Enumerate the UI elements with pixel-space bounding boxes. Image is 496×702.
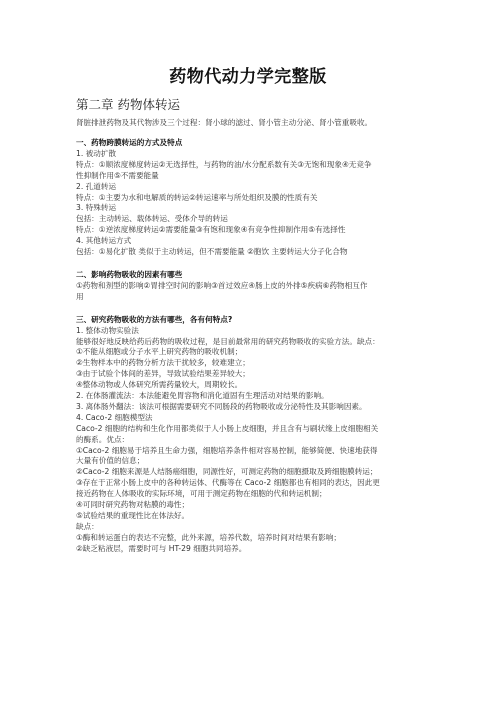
document-body [76, 138, 422, 555]
intro-paragraph: 肾脏排泄药物及其代物涉及三个过程：肾小球的滤过、肾小管主动分泌、肾小管重吸收。 [76, 118, 373, 127]
text-line: ①Caco-2 细胞易于培养且生命力强，细胞培养条件相对容易控制，能够简便、快速地获得 [76, 445, 378, 455]
text-line: ②生物样本中的药物分析方法干扰较多，较难建立； [76, 358, 250, 368]
section-2-body [76, 281, 422, 303]
text-line: 3. 特殊转运 [76, 203, 117, 213]
text-line: ①不能从细胞或分子水平上研究药物的吸收机制； [76, 347, 243, 357]
text-line: ④整体动物或人体研究所需药量较大，周期较长。 [76, 380, 243, 390]
section-3-body [76, 326, 422, 555]
section-heading-1: 一、药物跨膜转运的方式及特点 [76, 138, 183, 147]
text-line: 特点：①主要为水和电解质的转运②转运速率与所处组织及膜的性质有关 [76, 192, 318, 202]
text-line: ②缺乏粘液层，需要时可与 HT-29 细胞共同培养。 [76, 543, 247, 553]
text-line: 的酶系。优点： [76, 434, 130, 444]
text-line: 性抑制作用⑤不需要能量 [76, 170, 159, 180]
text-line: 3. 离体肠外翻法：该法可根据需要研究不同肠段的药物吸收或分泌特性及其影响因素。 [76, 401, 367, 411]
text-line: 2. 在体肠灌流法：本法能避免胃容物和消化道固有生理活动对结果的影响。 [76, 391, 329, 401]
chapter-heading: 第二章 药物体转运 [76, 97, 180, 112]
text-line: 2. 孔道转运 [76, 181, 117, 191]
text-line: ①药物和剂型的影响②胃排空时间的影响③首过效应④肠上皮的外排⑤疾病⑥药物相互作 [76, 280, 368, 290]
section-spacer [76, 258, 422, 270]
text-line: 特点：①顺浓度梯度转运②无选择性，与药物的油/水分配系数有关③无饱和现象④无竞争 [76, 159, 372, 169]
text-line: 1. 被动扩散 [76, 148, 117, 158]
text-line: 包括：主动转运、载体转运、受体介导的转运 [76, 214, 228, 224]
text-line: ③存在于正常小肠上皮中的各种转运体、代酶等在 Caco-2 细胞都也有相同的表达，因此更 [76, 478, 380, 488]
text-line: 包括：①易化扩散 类似于主动转运，但不需要能量 ②胞饮 主要转运大分子化合物 [76, 247, 348, 257]
section-1-body [76, 149, 422, 258]
text-line: 大量有价值的信息； [76, 456, 145, 466]
text-line: ④可同时研究药物对粘膜的毒性； [76, 500, 190, 510]
text-line: 特点：①逆浓度梯度转运②需要能量③有饱和现象④有竞争性抑制作用⑤有选择性 [76, 225, 346, 235]
text-line: 4. 其他转运方式 [76, 236, 132, 246]
text-line: 用 [76, 291, 84, 301]
section-spacer [76, 303, 422, 315]
text-line: 接近药物在人体吸收的实际环境，可用于测定药物在细胞的代和转运机制； [76, 489, 327, 499]
section-heading-3: 三、研究药物吸收的方法有哪些，各有何特点? [76, 314, 233, 324]
text-line: ③由于试验个体间的差异，导致试验结果差异较大； [76, 369, 250, 379]
document-title: 药物代动力学完整版 [169, 67, 327, 87]
text-line: ①酶和转运蛋白的表达不完整，此外来源，培养代数，培养时间对结果有影响； [76, 532, 341, 542]
text-line: Caco-2 细胞的结构和生化作用都类似于人小肠上皮细胞，并且含有与刷状缘上皮细胞相关 [76, 423, 379, 433]
text-line: 能够很好地反映给药后药物的吸收过程，是目前最常用的研究药物吸收的实验方法。缺点： [76, 336, 380, 346]
section-heading-2: 二、影响药物吸收的因素有哪些 [76, 269, 183, 279]
text-line: 1. 整体动物实验法 [76, 325, 139, 335]
text-line: ②Caco-2 细胞来源是人结肠癌细胞，同源性好，可测定药物的细胞摄取及跨细胞膜转运； [76, 467, 378, 477]
text-line: 4. Caco-2 细胞模型法 [76, 412, 153, 422]
text-line: ⑤试验结果的重现性比在体法好。 [76, 511, 190, 520]
text-line: 缺点： [76, 521, 99, 531]
